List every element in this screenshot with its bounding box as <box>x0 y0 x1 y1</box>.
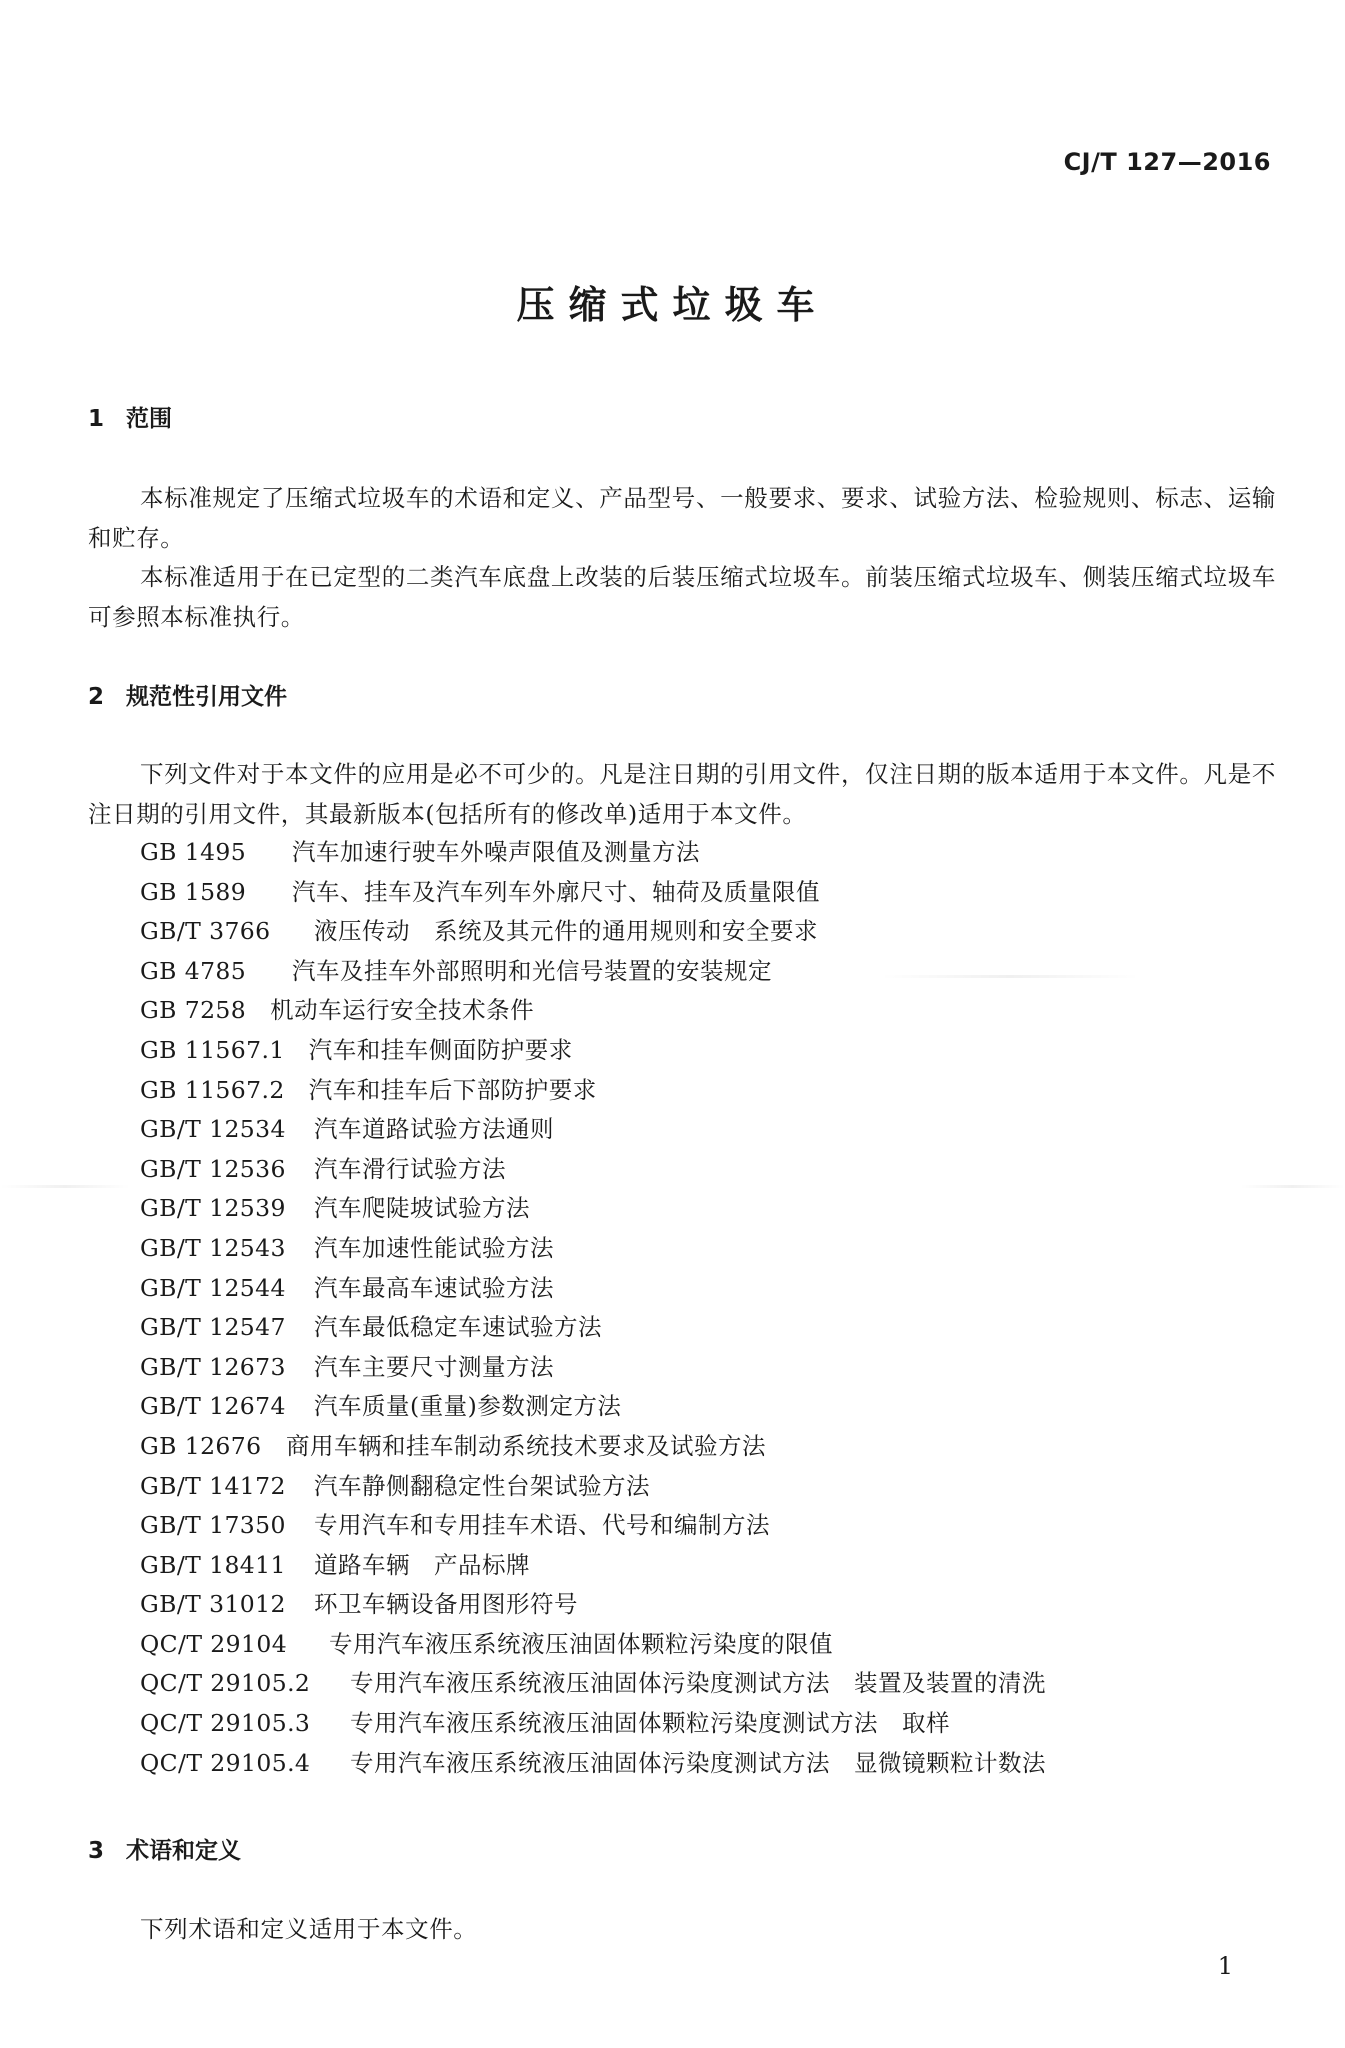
reference-item <box>140 1664 1046 1704</box>
reference-title: 汽车和挂车侧面防护要求 <box>308 1035 573 1064</box>
reference-item <box>140 1110 1046 1150</box>
reference-title: 道路车辆 产品标牌 <box>314 1550 530 1579</box>
reference-title: 专用汽车和专用挂车术语、代号和编制方法 <box>314 1511 770 1540</box>
reference-code: GB 1495 <box>140 838 247 866</box>
reference-code: QC/T 29105.2 <box>140 1669 311 1698</box>
reference-item <box>140 1189 1046 1229</box>
reference-code: GB 12676 <box>140 1431 262 1460</box>
reference-item <box>140 1585 1046 1625</box>
standard-code: CJ/T 127—2016 <box>1063 148 1271 176</box>
reference-title: 汽车、挂车及汽车列车外廓尺寸、轴荷及质量限值 <box>292 877 820 906</box>
reference-item <box>140 991 1046 1031</box>
reference-title: 汽车爬陡坡试验方法 <box>314 1194 530 1223</box>
section-2-heading <box>88 678 287 711</box>
reference-item <box>140 1031 1046 1071</box>
reference-item <box>140 1348 1046 1388</box>
reference-item <box>140 1269 1046 1309</box>
references-intro-paragraph: 下列文件对于本文件的应用是必不可少的。凡是注日期的引用文件，仅注日期的版本适用于本文件。凡是不注日期的引用文件，其最新版本(包括所有的修改单)适用于本文件。 <box>88 760 1276 828</box>
reference-item <box>140 1150 1046 1190</box>
reference-item <box>140 1506 1046 1546</box>
reference-title: 汽车最高车速试验方法 <box>314 1273 554 1302</box>
reference-code: GB/T 12536 <box>140 1154 286 1183</box>
section-number: 3 <box>88 1838 105 1864</box>
reference-code: GB/T 12543 <box>140 1233 286 1262</box>
reference-title: 专用汽车液压系统液压油固体污染度测试方法 装置及装置的清洗 <box>350 1669 1046 1698</box>
reference-title: 汽车质量(重量)参数测定方法 <box>314 1392 622 1421</box>
reference-code: GB/T 12674 <box>140 1392 286 1421</box>
reference-title: 汽车最低稳定车速试验方法 <box>314 1313 602 1342</box>
reference-code: GB/T 12547 <box>140 1313 286 1342</box>
scan-artifact <box>880 975 1140 978</box>
page-number: 1 <box>1217 1952 1233 1980</box>
terms-intro-paragraph: 下列术语和定义适用于本文件。 <box>140 1915 478 1943</box>
reference-item <box>140 1744 1046 1784</box>
section-3-heading <box>88 1832 241 1865</box>
reference-title: 汽车主要尺寸测量方法 <box>314 1352 554 1381</box>
reference-title: 汽车及挂车外部照明和光信号装置的安装规定 <box>292 956 772 985</box>
reference-code: GB 4785 <box>140 956 247 985</box>
reference-code: GB/T 12539 <box>140 1194 286 1223</box>
reference-title: 专用汽车液压系统液压油固体污染度测试方法 显微镜颗粒计数法 <box>350 1748 1046 1777</box>
reference-item <box>140 912 1046 952</box>
reference-item <box>140 1427 1046 1467</box>
reference-title: 液压传动 系统及其元件的通用规则和安全要求 <box>314 917 818 946</box>
section-title: 范围 <box>126 406 172 432</box>
reference-item <box>140 1308 1046 1348</box>
reference-item <box>140 1625 1046 1665</box>
applicability-paragraph: 本标准适用于在已定型的二类汽车底盘上改装的后装压缩式垃圾车。前装压缩式垃圾车、侧装压缩式垃圾车可参照本标准执行。 <box>88 563 1276 631</box>
reference-item <box>140 952 1046 992</box>
reference-title: 商用车辆和挂车制动系统技术要求及试验方法 <box>286 1431 766 1460</box>
reference-code: GB 1589 <box>140 877 247 906</box>
scan-artifact <box>1240 1185 1345 1188</box>
reference-title: 专用汽车液压系统液压油固体颗粒污染度测试方法 取样 <box>350 1709 950 1738</box>
reference-title: 汽车道路试验方法通则 <box>314 1115 554 1144</box>
reference-code: GB/T 17350 <box>140 1511 286 1540</box>
reference-code: GB/T 14172 <box>140 1471 286 1500</box>
reference-title: 专用汽车液压系统液压油固体颗粒污染度的限值 <box>329 1629 833 1658</box>
scan-artifact <box>0 1185 130 1188</box>
reference-code: GB/T 12673 <box>140 1352 286 1381</box>
reference-code: GB 11567.1 <box>140 1035 285 1064</box>
reference-title: 汽车加速性能试验方法 <box>314 1233 554 1262</box>
section-1-heading <box>88 400 172 433</box>
reference-title: 汽车滑行试验方法 <box>314 1154 506 1183</box>
reference-code: GB/T 3766 <box>140 917 271 946</box>
scope-paragraph: 本标准规定了压缩式垃圾车的术语和定义、产品型号、一般要求、要求、试验方法、检验规则、标志、运输和贮存。 <box>88 484 1276 552</box>
section-title: 规范性引用文件 <box>126 684 287 710</box>
section-number: 2 <box>88 684 105 710</box>
reference-item <box>140 833 1046 873</box>
reference-item <box>140 1229 1046 1269</box>
reference-code: QC/T 29105.3 <box>140 1709 311 1738</box>
reference-item <box>140 1387 1046 1427</box>
section-number: 1 <box>88 406 105 432</box>
reference-title: 环卫车辆设备用图形符号 <box>314 1590 578 1619</box>
reference-code: QC/T 29105.4 <box>140 1748 311 1777</box>
reference-item <box>140 1546 1046 1586</box>
reference-title: 汽车静侧翻稳定性台架试验方法 <box>314 1471 650 1500</box>
reference-code: GB/T 31012 <box>140 1590 286 1619</box>
section-title: 术语和定义 <box>126 1838 241 1864</box>
reference-title: 汽车加速行驶车外噪声限值及测量方法 <box>292 838 700 866</box>
reference-code: GB/T 18411 <box>140 1550 286 1579</box>
reference-item <box>140 1704 1046 1744</box>
reference-code: GB 7258 <box>140 996 247 1025</box>
reference-title: 汽车和挂车后下部防护要求 <box>308 1075 597 1104</box>
reference-item <box>140 873 1046 913</box>
reference-item <box>140 1467 1046 1507</box>
reference-code: GB/T 12534 <box>140 1115 286 1144</box>
reference-code: GB/T 12544 <box>140 1273 286 1302</box>
reference-item <box>140 1071 1046 1111</box>
reference-code: QC/T 29104 <box>140 1629 288 1658</box>
reference-title: 机动车运行安全技术条件 <box>270 996 535 1025</box>
reference-code: GB 11567.2 <box>140 1075 285 1104</box>
document-title: 压缩式垃圾车 <box>516 283 829 327</box>
